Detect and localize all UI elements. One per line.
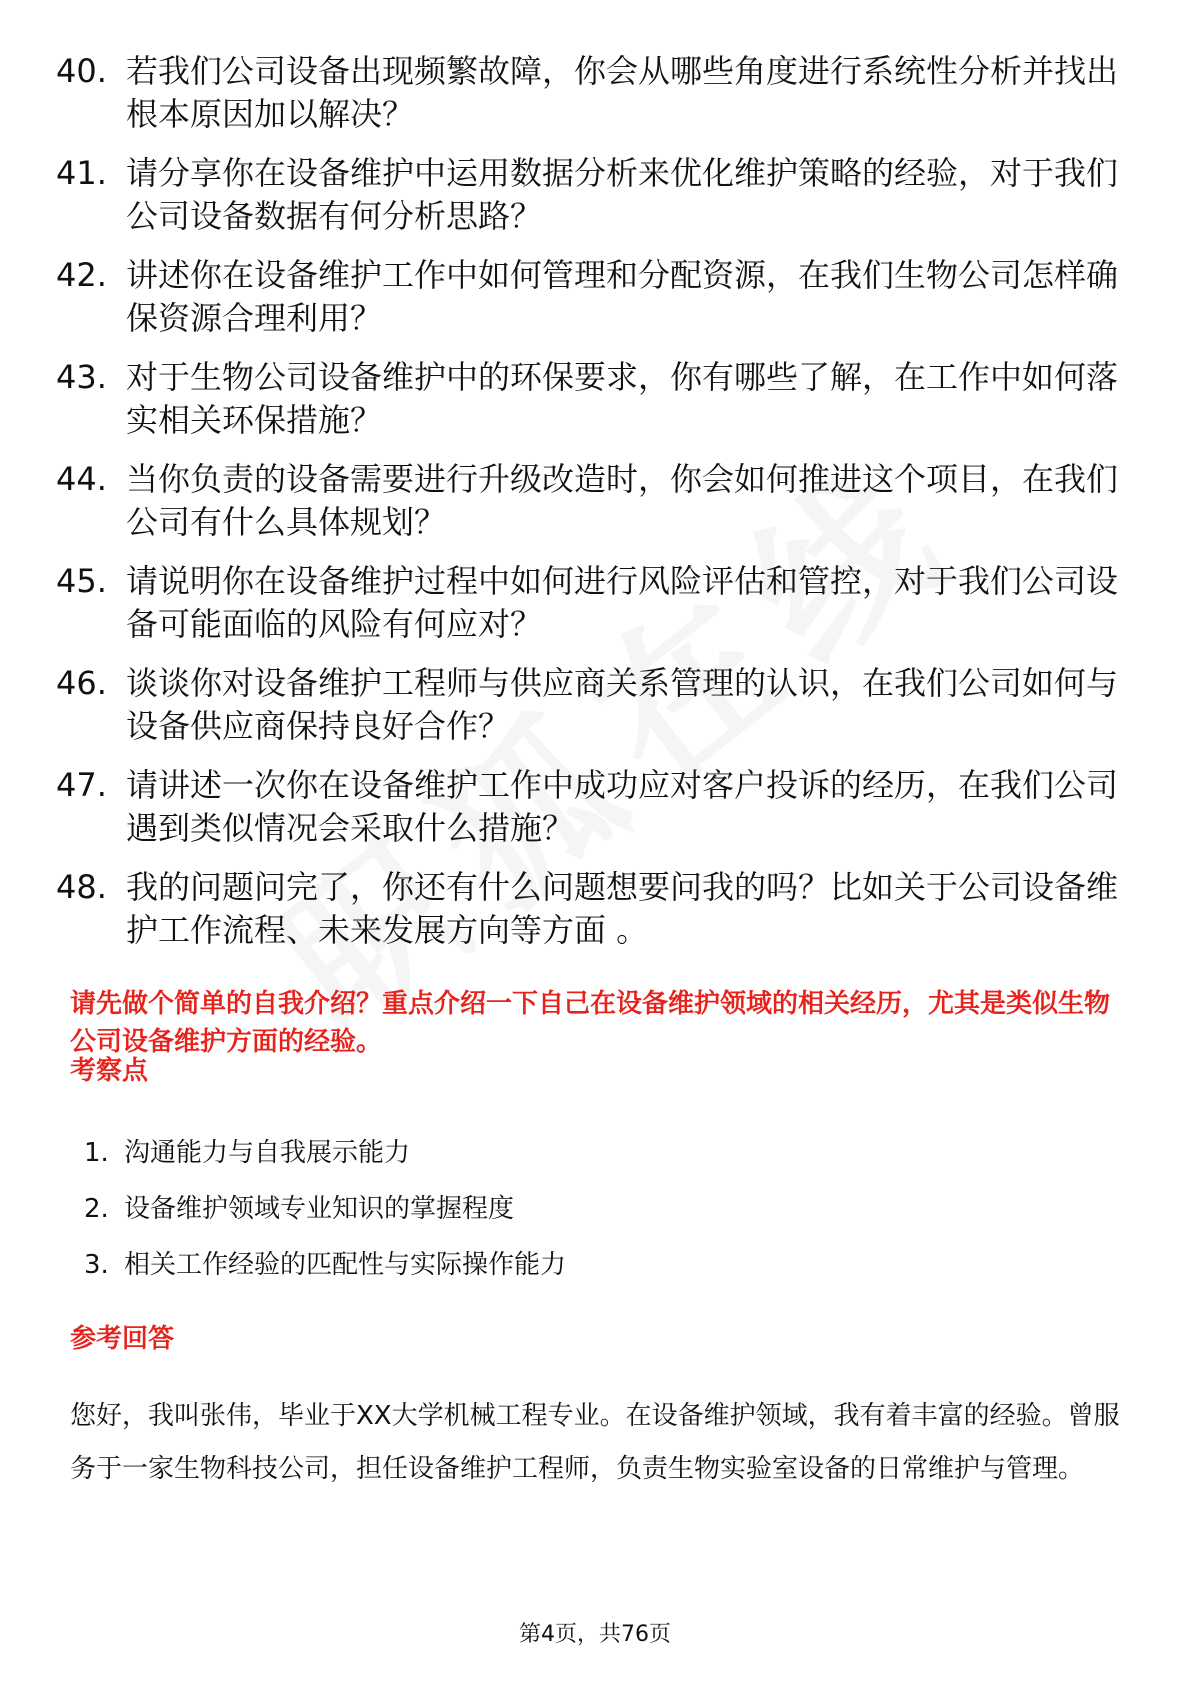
assessment-item	[84, 1135, 1084, 1171]
question-item	[56, 356, 1126, 442]
assessment-item	[84, 1191, 1084, 1227]
question-text: 对于生物公司设备维护中的环保要求，你有哪些了解，在工作中如何落实相关环保措施？	[126, 358, 1119, 439]
question-item	[56, 458, 1126, 544]
assessment-text: 设备维护领域专业知识的掌握程度	[124, 1194, 515, 1224]
question-item	[56, 764, 1126, 850]
question-text: 请分享你在设备维护中运用数据分析来优化维护策略的经验，对于我们公司设备数据有何分析思路？	[126, 154, 1119, 235]
question-number: 46.	[56, 664, 107, 702]
question-text: 谈谈你对设备维护工程师与供应商关系管理的认识，在我们公司如何与设备供应商保持良好合作？	[126, 664, 1119, 745]
intro-question: 请先做个简单的自我介绍？重点介绍一下自己在设备维护领域的相关经历，尤其是类似生物公司设备维护方面的经验。	[70, 989, 1111, 1057]
question-item	[56, 662, 1126, 748]
question-number: 41.	[56, 154, 107, 192]
question-number: 48.	[56, 868, 107, 906]
question-number: 40.	[56, 52, 107, 90]
page-footer: 第4页，共76页	[519, 1622, 671, 1647]
question-number: 45.	[56, 562, 107, 600]
question-list	[56, 50, 1126, 968]
assessment-list	[84, 1135, 1084, 1303]
question-item	[56, 152, 1126, 238]
question-text: 我的问题问完了，你还有什么问题想要问我的吗？比如关于公司设备维护工作流程、未来发展方向等方面 。	[126, 868, 1119, 949]
question-number: 47.	[56, 766, 107, 804]
assessment-text: 沟通能力与自我展示能力	[124, 1138, 411, 1168]
question-item	[56, 254, 1126, 340]
assessment-number: 1.	[84, 1138, 109, 1168]
question-number: 44.	[56, 460, 107, 498]
assessment-title: 考察点	[70, 1056, 149, 1086]
question-text: 讲述你在设备维护工作中如何管理和分配资源，在我们生物公司怎样确保资源合理利用？	[126, 256, 1119, 337]
question-item	[56, 866, 1126, 952]
question-number: 42.	[56, 256, 107, 294]
assessment-text: 相关工作经验的匹配性与实际操作能力	[124, 1250, 567, 1280]
assessment-number: 3.	[84, 1250, 109, 1280]
question-text: 请讲述一次你在设备维护工作中成功应对客户投诉的经历，在我们公司遇到类似情况会采取什么措施？	[126, 766, 1119, 847]
question-text: 请说明你在设备维护过程中如何进行风险评估和管控，对于我们公司设备可能面临的风险有何应对？	[126, 562, 1119, 643]
question-text: 若我们公司设备出现频繁故障，你会从哪些角度进行系统性分析并找出根本原因加以解决？	[126, 52, 1119, 133]
answer-text: 您好，我叫张伟，毕业于XX大学机械工程专业。在设备维护领域，我有着丰富的经验。曾服务于一家生物科技公司，担任设备维护工程师，负责生物实验室设备的日常维护与管理。	[70, 1401, 1120, 1484]
assessment-item	[84, 1247, 1084, 1283]
question-item	[56, 50, 1126, 136]
answer-title: 参考回答	[70, 1324, 175, 1354]
assessment-number: 2.	[84, 1194, 109, 1224]
question-item	[56, 560, 1126, 646]
question-number: 43.	[56, 358, 107, 396]
question-text: 当你负责的设备需要进行升级改造时，你会如何推进这个项目，在我们公司有什么具体规划？	[126, 460, 1119, 541]
